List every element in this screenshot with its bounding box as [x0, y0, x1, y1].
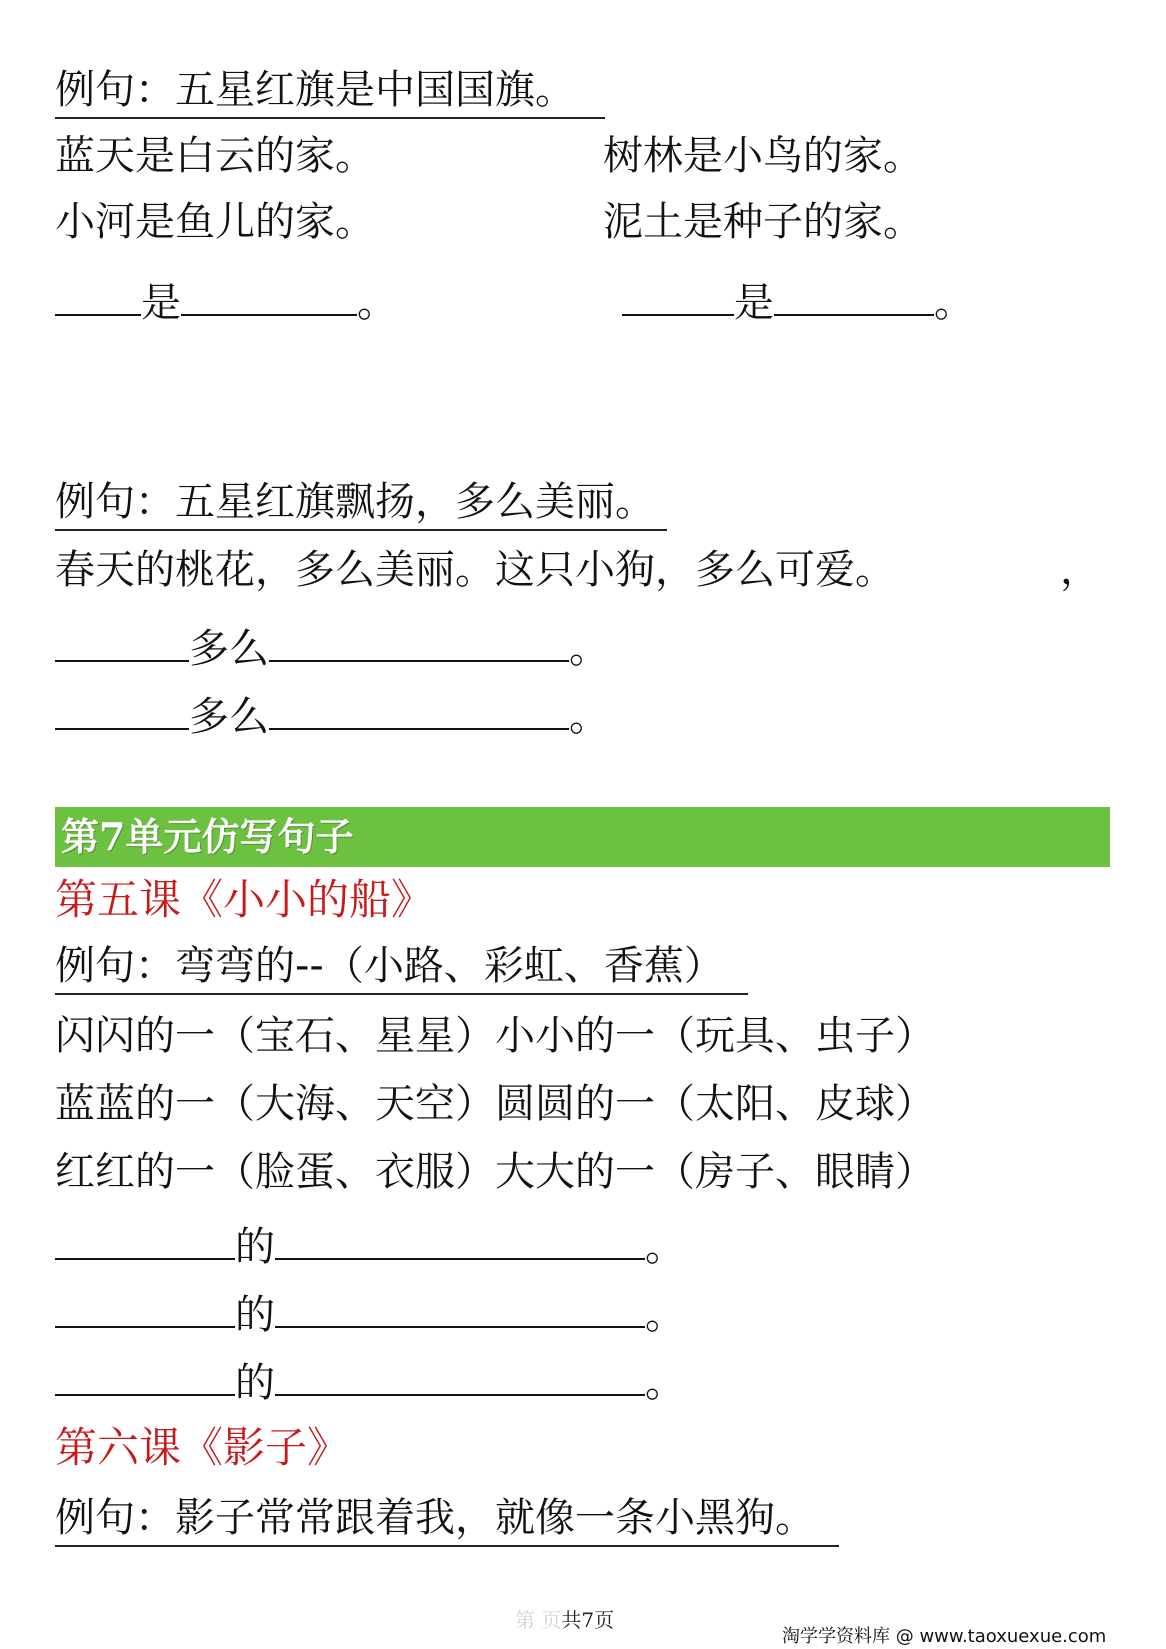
- lesson5-title: 第五课《小小的船》: [55, 875, 434, 924]
- sentence-line: 泥土是种子的家。: [603, 199, 923, 245]
- sentence-line: 红红的一（脸蛋、衣服）大大的一（房子、眼睛）: [55, 1149, 935, 1195]
- connector-word: 是: [141, 280, 181, 326]
- unit-banner: 第7单元仿写句子: [55, 807, 1110, 867]
- example-sentence-3: 例句：弯弯的--（小路、彩虹、香蕉）: [55, 940, 748, 992]
- fill-in-row: [55, 688, 609, 743]
- period-mark: 。: [645, 1360, 685, 1406]
- fill-blank[interactable]: [275, 1286, 645, 1328]
- lesson6-title: 第六课《影子》: [55, 1423, 350, 1472]
- fill-blank[interactable]: [55, 1354, 235, 1396]
- fill-blank[interactable]: [181, 274, 357, 316]
- connector-word: 多么: [189, 626, 269, 672]
- fill-blank[interactable]: [55, 1286, 235, 1328]
- sentence-line: 春天的桃花，多么美丽。这只小狗，多么可爱。: [55, 547, 895, 593]
- connector-word: 的: [235, 1292, 275, 1338]
- fill-in-row: [55, 1218, 685, 1273]
- fill-blank[interactable]: [55, 274, 141, 316]
- sentence-line: 小河是鱼儿的家。: [55, 199, 375, 245]
- period-mark: 。: [934, 280, 974, 326]
- period-mark: 。: [569, 626, 609, 672]
- connector-word: 是: [734, 280, 774, 326]
- period-mark: 。: [569, 694, 609, 740]
- trail-mark: ，: [1060, 547, 1100, 593]
- period-mark: 。: [645, 1292, 685, 1338]
- sentence-line: 闪闪的一（宝石、星星）小小的一（玩具、虫子）: [55, 1013, 935, 1059]
- fill-blank[interactable]: [55, 1218, 235, 1260]
- fill-blank[interactable]: [275, 1354, 645, 1396]
- example-sentence-2: 例句：五星红旗飘扬，多么美丽。: [55, 476, 667, 528]
- fill-in-row: [622, 274, 974, 329]
- example-sentence-1: 例句：五星红旗是中国国旗。: [55, 64, 605, 116]
- watermark-text: 淘学学资料库 @ www.taoxuexue.com: [782, 1626, 1107, 1647]
- period-mark: 。: [357, 280, 397, 326]
- fill-blank[interactable]: [55, 620, 189, 662]
- fill-blank[interactable]: [774, 274, 934, 316]
- fill-blank[interactable]: [275, 1218, 645, 1260]
- fill-blank[interactable]: [269, 620, 569, 662]
- fill-in-row: [55, 274, 397, 329]
- period-mark: 。: [645, 1224, 685, 1270]
- sentence-line: 树林是小鸟的家。: [603, 133, 923, 179]
- page-number: 第 页共7页: [515, 1608, 615, 1632]
- fill-in-row: [55, 620, 609, 675]
- fill-blank[interactable]: [269, 688, 569, 730]
- example-sentence-4: 例句：影子常常跟着我，就像一条小黑狗。: [55, 1492, 839, 1544]
- connector-word: 的: [235, 1224, 275, 1270]
- fill-blank[interactable]: [55, 688, 189, 730]
- sentence-line: 蓝天是白云的家。: [55, 133, 375, 179]
- connector-word: 多么: [189, 694, 269, 740]
- sentence-line: 蓝蓝的一（大海、天空）圆圆的一（太阳、皮球）: [55, 1081, 935, 1127]
- connector-word: 的: [235, 1360, 275, 1406]
- fill-blank[interactable]: [622, 274, 734, 316]
- fill-in-row: [55, 1354, 685, 1409]
- fill-in-row: [55, 1286, 685, 1341]
